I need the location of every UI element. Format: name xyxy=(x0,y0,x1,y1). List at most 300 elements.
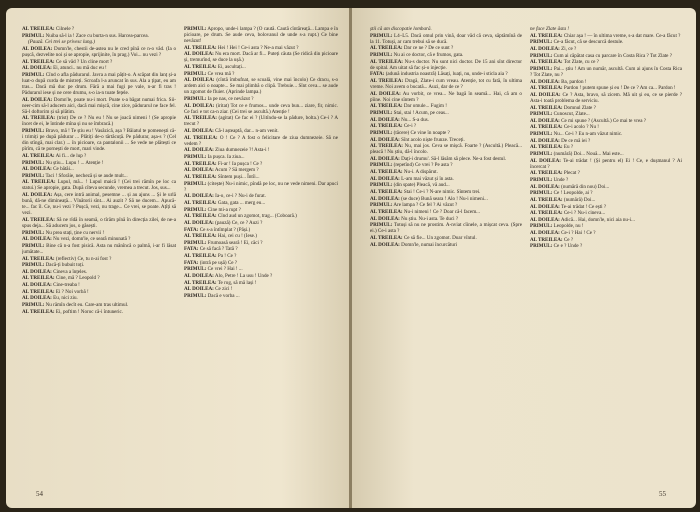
dialogue-line xyxy=(370,182,522,188)
dialogue-line xyxy=(370,222,522,234)
dialogue-text: Zi, ce ? xyxy=(559,45,577,52)
dialogue-text: Cunoscut, Zlate... xyxy=(552,111,590,118)
speaker-name: AL DOILEA: xyxy=(530,117,560,124)
dialogue-line xyxy=(22,230,176,236)
book-spread xyxy=(6,8,696,508)
dialogue-line xyxy=(370,189,522,195)
dialogue-line xyxy=(22,269,176,275)
dialogue-line xyxy=(184,200,338,206)
dialogue-text: (iritat) Tot ce e frumos... unde ceva bun... ziare, fir, nimic. Ce faci e tot ca-n ziar. (Cei trei se ascultă.) Atenție ! xyxy=(184,102,338,115)
dialogue-text: L-am mai văzut și în asta. xyxy=(399,175,454,182)
speaker-name: AL DOILEA: xyxy=(530,45,560,52)
speaker-name: AL DOILEA: xyxy=(22,45,53,52)
dialogue-text: Totuși să nu ne prostim. A-nviat cîinele, a mișcat ceva. (Spre ei.) Ce-i asta ? xyxy=(370,222,522,235)
dialogue-line xyxy=(22,173,176,179)
dialogue-line xyxy=(530,124,682,130)
speaker-name: AL DOILEA: xyxy=(370,175,400,182)
dialogue-text: Cine, mă ? Leopold ? xyxy=(54,275,100,282)
dialogue-line xyxy=(530,59,682,65)
dialogue-text: Nu-i. A dispărut. xyxy=(402,169,438,176)
dialogue-text: Te-ai trădat ! (Și pentru el) Ei ! Ce, e dușmanul ? Ai încercat ? xyxy=(530,157,682,170)
dialogue-text: Au vorbit, ce vrea... Ne bagă în seamă... Hai, că am o pîine. Noi cine sîntem ? xyxy=(370,90,522,103)
dialogue-line xyxy=(530,184,682,190)
dialogue-text: Hei ! Hei ! Ce-i asta ? Ne-a mai văzut ? xyxy=(216,44,299,51)
dialogue-text: Ia pe nas, ce nevăzut ? xyxy=(206,96,254,103)
dialogue-line xyxy=(530,39,682,45)
dialogue-line xyxy=(530,26,682,32)
dialogue-line xyxy=(530,46,682,52)
dialogue-line xyxy=(530,92,682,104)
speaker-name: AL TREILEA: xyxy=(184,115,217,122)
dialogue-line xyxy=(370,242,522,248)
dialogue-text: Dacă e vorba ... xyxy=(206,292,240,299)
dialogue-line xyxy=(370,235,522,241)
dialogue-line xyxy=(22,59,176,65)
speaker-name: AL DOILEA: xyxy=(22,295,52,302)
dialogue-line xyxy=(22,309,176,315)
dialogue-text: Ce vrei ? Hai ! ... xyxy=(206,266,243,273)
speaker-name: AL TREILEA: xyxy=(184,64,217,71)
dialogue-text: Eu ? xyxy=(562,144,574,151)
dialogue-line xyxy=(184,45,338,51)
dialogue-text: Domn'le, numai încurcături xyxy=(399,241,458,248)
dialogue-line xyxy=(530,223,682,229)
dialogue-line xyxy=(184,286,338,292)
speaker-name: AL TREILEA: xyxy=(184,233,217,240)
dialogue-line xyxy=(184,103,338,115)
dialogue-text: De ce mă iei ? xyxy=(559,137,591,144)
speaker-name: PRIMUL: xyxy=(184,206,207,213)
dialogue-line xyxy=(370,26,522,32)
dialogue-text: Frumoasă seară ! Ei, căci ? xyxy=(206,239,263,246)
dialogue-line xyxy=(370,137,522,143)
dialogue-text: Ei, poftim ! Noroc că-i întuneric. xyxy=(54,308,124,315)
speaker-name: PRIMUL: xyxy=(370,162,393,169)
dialogue-line xyxy=(184,293,338,299)
dialogue-line xyxy=(184,154,338,160)
dialogue-line xyxy=(22,166,176,172)
dialogue-line xyxy=(184,213,338,219)
speaker-name: PRIMUL: xyxy=(530,243,553,250)
speaker-name: AL TREILEA: xyxy=(22,58,55,65)
speaker-name: AL DOILEA: xyxy=(530,157,561,164)
dialogue-text: Chiar așa ! — în ultima vreme, s-a dat mare. Ce-a făcut ? xyxy=(562,32,681,39)
speaker-name: PRIMUL: xyxy=(22,229,45,236)
speaker-name: PRIMUL: xyxy=(530,111,553,118)
speaker-name: AL DOILEA: xyxy=(184,128,214,135)
dialogue-text: Ce să văd ? Un cline mort ? xyxy=(54,58,113,65)
dialogue-text: Nu vezi, domn'le, ce seară minunată ? xyxy=(51,236,131,243)
dialogue-text: Stai ! Ce-i ? N-are nimic. Sîntem trei. xyxy=(402,189,481,196)
dialogue-text: Ce vrea mă ? xyxy=(206,70,235,77)
dialogue-text: știi că am discopatie lombară. xyxy=(370,26,432,32)
dialogue-line xyxy=(530,210,682,216)
dialogue-line xyxy=(22,256,176,262)
dialogue-line xyxy=(22,72,176,96)
speaker-name: AL TREILEA: xyxy=(530,210,563,217)
dialogue-line xyxy=(530,243,682,249)
dialogue-text: Ba, pardon ! xyxy=(559,78,587,85)
dialogue-line xyxy=(22,39,176,45)
speaker-name: AL TREILEA: xyxy=(184,44,217,51)
speaker-name: AL DOILEA: xyxy=(530,78,560,85)
dialogue-text: Te-ai trădat ! Ce ești ? xyxy=(559,203,607,210)
dialogue-line xyxy=(530,217,682,223)
dialogue-line xyxy=(530,131,682,137)
dialogue-text: Bine că n-a fost pisică. Asta nu mănîncă o palmă, i-ar fi lăsat jumătate... xyxy=(22,242,176,255)
dialogue-text: Cineva a înțeles. xyxy=(51,268,87,275)
dialogue-line xyxy=(530,144,682,150)
speaker-name: AL DOILEA: xyxy=(370,155,400,162)
speaker-name: PRIMUL: xyxy=(530,52,553,59)
speaker-name: AL DOILEA: xyxy=(370,136,400,143)
speaker-name: PRIMUL: xyxy=(530,131,553,138)
dialogue-line xyxy=(184,227,338,233)
dialogue-text: Dar omule... Fugim ! xyxy=(402,103,447,110)
dialogue-text: Lupul, mă... ! Lupul maică ! (Cei trei rămîn pe loc ca statui.) Se apropie, gata. După cîteva secunde, vremea a trecut. Jos, sus... xyxy=(22,179,176,192)
dialogue-line xyxy=(22,179,176,191)
dialogue-line xyxy=(370,209,522,215)
speaker-name: PRIMUL: xyxy=(370,32,393,39)
dialogue-text: Ia pușca. Ia ziua... xyxy=(206,154,245,161)
dialogue-text: Pardon ! putem spune și eu ! De ce ? Am ca... Pardon ! xyxy=(562,85,676,92)
dialogue-text: Leopolde, nu ! xyxy=(552,223,584,230)
speaker-name: AL DOILEA: xyxy=(530,183,560,190)
speaker-name: PRIMUL: xyxy=(22,242,45,249)
left-column-2 xyxy=(184,26,338,482)
dialogue-text: Eu, nici ziu. xyxy=(51,295,78,302)
dialogue-text: Hai, cei cu ! (Iese.) xyxy=(216,233,257,240)
dialogue-line xyxy=(370,143,522,155)
dialogue-text: Nu știu... Lupu ! ... Atenție ! xyxy=(44,159,104,166)
dialogue-line xyxy=(370,45,522,51)
dialogue-text: Cilnele ? xyxy=(54,26,75,32)
dialogue-text: Nu... Ce-i ? Eu n-am văzut nimic. xyxy=(552,131,623,138)
dialogue-text: Ce-i ? Hai ! Ce ? xyxy=(559,230,596,237)
speaker-name: PRIMUL: xyxy=(370,182,393,189)
speaker-name: FATA: xyxy=(184,259,199,266)
dialogue-text: (reflectiv) Ce, tu n-ai fost ? xyxy=(54,255,112,262)
dialogue-line xyxy=(370,202,522,208)
dialogue-text: (repetînd) Ce vrei ? Pe asta ? xyxy=(392,162,453,169)
dialogue-line xyxy=(530,170,682,176)
speaker-name: AL DOILEA: xyxy=(22,65,52,72)
dialogue-line xyxy=(530,33,682,39)
speaker-name: AL TREILEA: xyxy=(370,208,403,215)
dialogue-line xyxy=(22,33,176,39)
dialogue-line xyxy=(22,302,176,308)
dialogue-line xyxy=(530,230,682,236)
speaker-name: AL DOILEA: xyxy=(22,192,53,199)
speaker-name: AL TREILEA: xyxy=(530,236,563,243)
speaker-name: AL DOILEA: xyxy=(22,236,52,243)
dialogue-line xyxy=(530,204,682,210)
dialogue-text: Domn'le, poate nu-i mort. Poate s-a băgat numai frica. Sii-neer-cim să-l aducem aici, dacă mai mișcă, cine zice, pădurarul ne face fel. Să-l doftorim și să plătim. xyxy=(22,96,176,115)
dialogue-line xyxy=(22,153,176,159)
speaker-name: AL TREILEA: xyxy=(370,169,403,176)
dialogue-line xyxy=(370,162,522,168)
dialogue-text: Ce să fie... Un zgomot. Doar vîntul. xyxy=(402,234,477,241)
dialogue-text: Tot Zlate, cu ce ? xyxy=(562,59,599,66)
dialogue-text: (din spate) Pleacă, vă aud... xyxy=(392,182,450,189)
dialogue-text: Ia-o, ce-i ? Nu-i de furat. xyxy=(213,193,266,200)
dialogue-text: Nu-s doctor. Nu sunt nici doctor. De 15 ani sînt director de spital. Am uitat să fac și-o injecție. xyxy=(370,58,522,71)
speaker-name: AL TREILEA: xyxy=(184,253,217,260)
dialogue-line xyxy=(22,26,176,32)
dialogue-line xyxy=(22,97,176,115)
dialogue-text: Ei, ascultați... xyxy=(216,64,246,71)
dialogue-text: Pai... știu ! Am un număr, ascultă. Cum ai ajuns în Costa Rica ? Tot Zlate, nu ? xyxy=(530,65,682,78)
dialogue-line xyxy=(530,66,682,78)
speaker-name: AL DOILEA: xyxy=(370,90,401,97)
dialogue-text: Ei, atunci.. nu mă duc eu ! xyxy=(51,65,107,72)
dialogue-text: Ce-i acolo ? Nu ! xyxy=(562,124,599,131)
dialogue-text: (Pauză. Cei trei se privesc lung.) xyxy=(28,39,96,46)
dialogue-line xyxy=(530,53,682,59)
speaker-name: AL DOILEA: xyxy=(370,195,400,202)
speaker-name: AL DOILEA: xyxy=(184,77,215,84)
dialogue-line xyxy=(22,243,176,255)
speaker-name: AL TREILEA: xyxy=(184,199,217,206)
dialogue-line xyxy=(530,197,682,203)
speaker-name: AL TREILEA: xyxy=(22,115,56,122)
speaker-name: AL TREILEA: xyxy=(370,123,403,130)
dialogue-line xyxy=(184,77,338,95)
speaker-name: AL TREILEA: xyxy=(530,59,563,66)
dialogue-line xyxy=(370,117,522,123)
speaker-name: FATA: xyxy=(184,246,199,253)
speaker-name: AL TREILEA: xyxy=(530,32,563,39)
dialogue-line xyxy=(22,160,176,166)
speaker-name: AL TREILEA: xyxy=(530,85,563,92)
dialogue-line xyxy=(530,151,682,157)
speaker-name: AL DOILEA: xyxy=(184,273,214,279)
speaker-name: AL TREILEA: xyxy=(530,104,563,111)
dialogue-text: Cînd o afla pădurarul. Javra a mai pățit-o. A scăpat din lanț și-a luat-o după curda de mistreți. Scroafa l-a aruncat în sus. Ala a țipat, eu am tras... Dacă mă duc pe drum. Fără a mai fugi pe vale, n-ar fi tras ! Pădurarul iese și ne cere drumu, s-o ia-n toate fețele. xyxy=(22,71,176,97)
dialogue-text: Taci ! Sforăie, necheză și se aude mult... xyxy=(44,172,128,179)
dialogue-line xyxy=(184,51,338,63)
dialogue-text: (cîntă îmbufnat, se scoală, vine mai încolo) Ce dracu, s-o ardem aici o noapte... Se mai plimbă o clipă. Trebuie... Sînt ceva... se aude un zgomot de fluier. (Aprinde lampa.) xyxy=(184,77,338,96)
dialogue-text: (se duce) Bună seara ! Alo ! Nu-i nimeni... xyxy=(399,195,488,202)
dialogue-line xyxy=(22,46,176,58)
dialogue-line xyxy=(370,52,522,58)
speaker-name: PRIMUL: xyxy=(530,176,553,183)
dialogue-text: Ce-a făcut, că se descurcă destule. xyxy=(552,39,624,46)
speaker-name: PRIMUL: xyxy=(184,239,207,246)
dialogue-line xyxy=(530,105,682,111)
dialogue-text: Ce zici ! xyxy=(213,286,233,293)
dialogue-line xyxy=(184,96,338,102)
dialogue-text: Ce ? xyxy=(562,236,574,243)
speaker-name: PRIMUL: xyxy=(22,32,45,39)
dialogue-line xyxy=(530,118,682,124)
speaker-name: AL TREILEA: xyxy=(370,77,404,84)
speaker-name: AL DOILEA: xyxy=(370,215,400,222)
speaker-name: AL DOILEA: xyxy=(22,96,53,103)
dialogue-line xyxy=(184,266,338,272)
dialogue-text: Ei ? Noi vorbă ! xyxy=(54,288,89,295)
dialogue-text: Sînt acolo niște frunze. Treceți. xyxy=(399,136,465,143)
dialogue-line xyxy=(184,273,338,279)
dialogue-text: (trist) De ce ? Nu eu ! Nu se joacă nimeni ! (Se apropie încet de ei, le întinde mîna și nu se îmbracă.) xyxy=(22,115,176,128)
dialogue-text: Cînd aud un zgomot, trag... (Coboară.) xyxy=(216,213,297,220)
dialogue-text: Ce ! Leopolde, ai ? xyxy=(552,190,593,197)
speaker-name: FATA: xyxy=(184,226,199,233)
dialogue-line xyxy=(184,253,338,259)
dialogue-text: Ai fi... de lup ? xyxy=(54,152,87,159)
dialogue-line xyxy=(370,103,522,109)
dialogue-line xyxy=(184,240,338,246)
speaker-name: AL TREILEA: xyxy=(530,144,563,151)
speaker-name: PRIMUL: xyxy=(184,180,207,187)
speaker-name: AL DOILEA: xyxy=(22,268,52,275)
dialogue-line xyxy=(22,192,176,216)
speaker-name: FATA: xyxy=(370,71,385,78)
dialogue-text: Bravo, mă ! Te știu eu ! Vasăzică, așa ? Băiatul te pomenești că-i trimiți pe după pădurar ... Plătiți de-o tărtăcuță. Pe pădurar, așa-s ? (Cel din stîngă, mai clar.) ... în picioare, ca pantalonii ... Se vede ne plătești ce pîrîm, că te pornești de mort, mari vinde. xyxy=(22,128,176,153)
speaker-name: AL TREILEA: xyxy=(184,134,218,141)
dialogue-line xyxy=(370,216,522,222)
dialogue-line xyxy=(184,260,338,266)
right-column-1 xyxy=(370,26,522,482)
dialogue-line xyxy=(184,64,338,70)
speaker-name: AL DOILEA: xyxy=(184,147,214,154)
dialogue-text: Să ne rîdă în seamă, o tîrăm pînă în direcția zilei, de ne-a spus deja... Să aducem jos, o găsești. xyxy=(22,216,176,229)
dialogue-text: L4–L5. Dacă omul prin vină, doar văd că ceva, săptămînă de la 11. Totuși, ar cam trebui să se ducă. xyxy=(370,32,522,45)
speaker-name: AL TREILEA: xyxy=(530,124,563,131)
speaker-name: PRIMUL: xyxy=(184,292,207,299)
speaker-name: AL TREILEA: xyxy=(370,234,403,241)
speaker-name: AL TREILEA: xyxy=(22,255,55,262)
speaker-name: AL DOILEA: xyxy=(530,230,560,237)
dialogue-text: Sîntem puși... Întîi... xyxy=(216,173,260,180)
dialogue-text: Nuiba să-l ia ! Zace cu burta-n sus. Harcea-parcea. xyxy=(44,32,149,39)
dialogue-line xyxy=(530,190,682,196)
dialogue-text: ne face Zlate ăsta ! xyxy=(530,26,570,32)
dialogue-text: Cine-treaba ! xyxy=(51,282,80,289)
speaker-name: AL TREILEA: xyxy=(22,152,55,159)
dialogue-text: Adică... Hai, domn'le, nici aia nu-i... xyxy=(559,216,635,223)
dialogue-text: Domn'le, chestii de-astea nu le cred pînă ce n-o văd. (Ia o pușcă, dezvelite noi și se apropie, sprijinite, în prag.) Voi... nu vezi ? xyxy=(22,45,176,58)
dialogue-line xyxy=(184,71,338,77)
dialogue-line xyxy=(370,169,522,175)
speaker-name: PRIMUL: xyxy=(22,128,45,135)
dialogue-line xyxy=(184,207,338,213)
dialogue-line xyxy=(530,79,682,85)
dialogue-text: Nu rămîn decît eu. Care-am tras ultimul. xyxy=(44,302,129,309)
dialogue-text: Stai, stai ! Acum, pe ceas... xyxy=(392,109,449,116)
dialogue-text: Gata, gata ... merg eu... xyxy=(216,199,266,206)
dialogue-text: Nu era mort. Dacă ar fi... Puteți căuta (Se ridică din picioare și, tremurînd, se duce la ușă.) xyxy=(184,51,338,64)
dialogue-text: Nu știu. Nu-i asta. Te duci ? xyxy=(399,215,459,222)
dialogue-line xyxy=(530,158,682,170)
dialogue-text: (agitat) Ce fac ei ? (Uitîndu-se la pădure, bolta.) Ce-i ? A trecut ? xyxy=(184,115,338,128)
dialogue-line xyxy=(370,130,522,136)
speaker-name: AL DOILEA: xyxy=(530,137,560,144)
dialogue-text: Fi-ar ! Ia pușca ! Ce ? xyxy=(216,160,263,167)
dialogue-line xyxy=(184,280,338,286)
dialogue-text: (citește) Nu-i nimic, pîndă pe loc, nu ne vede nimeni. Dar apuci ? xyxy=(184,180,338,193)
speaker-name: AL TREILEA: xyxy=(184,213,217,220)
speaker-name: AL DOILEA: xyxy=(22,282,52,289)
dialogue-line xyxy=(184,115,338,127)
speaker-name: AL DOILEA: xyxy=(184,102,215,109)
dialogue-text: Te rog, să mă lași ! xyxy=(216,279,257,286)
dialogue-line xyxy=(22,289,176,295)
speaker-name: PRIMUL: xyxy=(370,222,393,229)
speaker-name: AL DOILEA: xyxy=(184,219,214,226)
dialogue-text: Nu-i nimeni ! Ce ? Doar că-l facem... xyxy=(402,208,480,215)
speaker-name: AL DOILEA: xyxy=(530,91,561,98)
dialogue-text: Domnul Zlate ? xyxy=(562,104,596,111)
dialogue-text: Ce-i ? xyxy=(402,123,417,130)
dialogue-line xyxy=(22,65,176,71)
speaker-name: PRIMUL: xyxy=(184,70,207,77)
dialogue-text: Că-l așteaptă, dar... n-am venit. xyxy=(213,128,279,135)
dialogue-line xyxy=(184,135,338,147)
dialogue-text: Dați-i drumu'. Să-l lăsăm să plece. Ne-a fost destul. xyxy=(399,155,507,162)
speaker-name: AL TREILEA: xyxy=(184,160,217,167)
speaker-name: AL TREILEA: xyxy=(530,170,563,177)
dialogue-line xyxy=(184,128,338,134)
dialogue-text: Ce bătăi... xyxy=(51,166,74,173)
speaker-name: AL DOILEA: xyxy=(22,166,52,173)
speaker-name: AL DOILEA: xyxy=(184,286,214,293)
dialogue-text: Dar ce ne ? De ce sunt ? xyxy=(402,45,454,52)
dialogue-line xyxy=(184,161,338,167)
speaker-name: AL DOILEA: xyxy=(370,116,400,123)
speaker-name: AL TREILEA: xyxy=(370,58,403,65)
speaker-name: PRIMUL: xyxy=(22,159,45,166)
dialogue-text: Cine mi-a rupt ? xyxy=(206,206,241,213)
dialogue-line xyxy=(184,246,338,252)
speaker-name: AL TREILEA: xyxy=(22,179,56,186)
speaker-name: AL TREILEA: xyxy=(370,189,403,196)
dialogue-line xyxy=(370,156,522,162)
dialogue-line xyxy=(370,123,522,129)
speaker-name: AL DOILEA: xyxy=(184,193,214,200)
dialogue-text: Ce să facă ? Tată ? xyxy=(198,246,238,253)
dialogue-text: (numără) Doi... xyxy=(562,196,596,203)
speaker-name: AL TREILEA: xyxy=(22,275,55,282)
speaker-name: AL DOILEA: xyxy=(184,51,214,58)
dialogue-text: Ce-i ? Nu-i cineva... xyxy=(562,210,606,217)
dialogue-line xyxy=(530,85,682,91)
speaker-name: PRIMUL: xyxy=(22,262,45,269)
speaker-name: AL TREILEA: xyxy=(22,26,55,32)
dialogue-text: Acum ? Să mergem ? xyxy=(213,167,259,174)
dialogue-line xyxy=(370,71,522,77)
speaker-name: PRIMUL: xyxy=(530,223,553,230)
dialogue-text: (intră pe ușă) Ce ? xyxy=(198,259,238,266)
speaker-name: AL DOILEA: xyxy=(530,203,560,210)
speaker-name: PRIMUL: xyxy=(22,71,45,78)
dialogue-line xyxy=(22,115,176,127)
dialogue-text: Așa, cere intră animal, pesemne ... și au ajuns ... Și le urlă bună, dă-ne dimineață... Vînătorii sînt... Ai auzit ? Să ne ducem... Apucă-te... fac îl. Ce, nu-i vezi ? Pușcă, vezi, nu trage... Ce vrei, se poate. Ațîți să vezi. xyxy=(22,192,176,217)
dialogue-text: Ce mi spune ? (Ascultă.) Ce mai te vrea ? xyxy=(559,117,647,124)
dialogue-line xyxy=(184,167,338,173)
speaker-name: PRIMUL: xyxy=(22,172,45,179)
dialogue-text: (numără) Doi... Nouă... Mai este... xyxy=(552,150,624,157)
speaker-name: PRIMUL: xyxy=(184,96,207,103)
speaker-name: PRIMUL: xyxy=(530,150,553,157)
dialogue-line xyxy=(184,26,338,44)
dialogue-line xyxy=(184,233,338,239)
dialogue-line xyxy=(184,181,338,193)
speaker-name: AL TREILEA: xyxy=(370,45,403,52)
speaker-name: PRIMUL: xyxy=(22,302,45,309)
speaker-name: PRIMUL: xyxy=(370,51,393,58)
speaker-name: AL TREILEA: xyxy=(22,308,55,315)
